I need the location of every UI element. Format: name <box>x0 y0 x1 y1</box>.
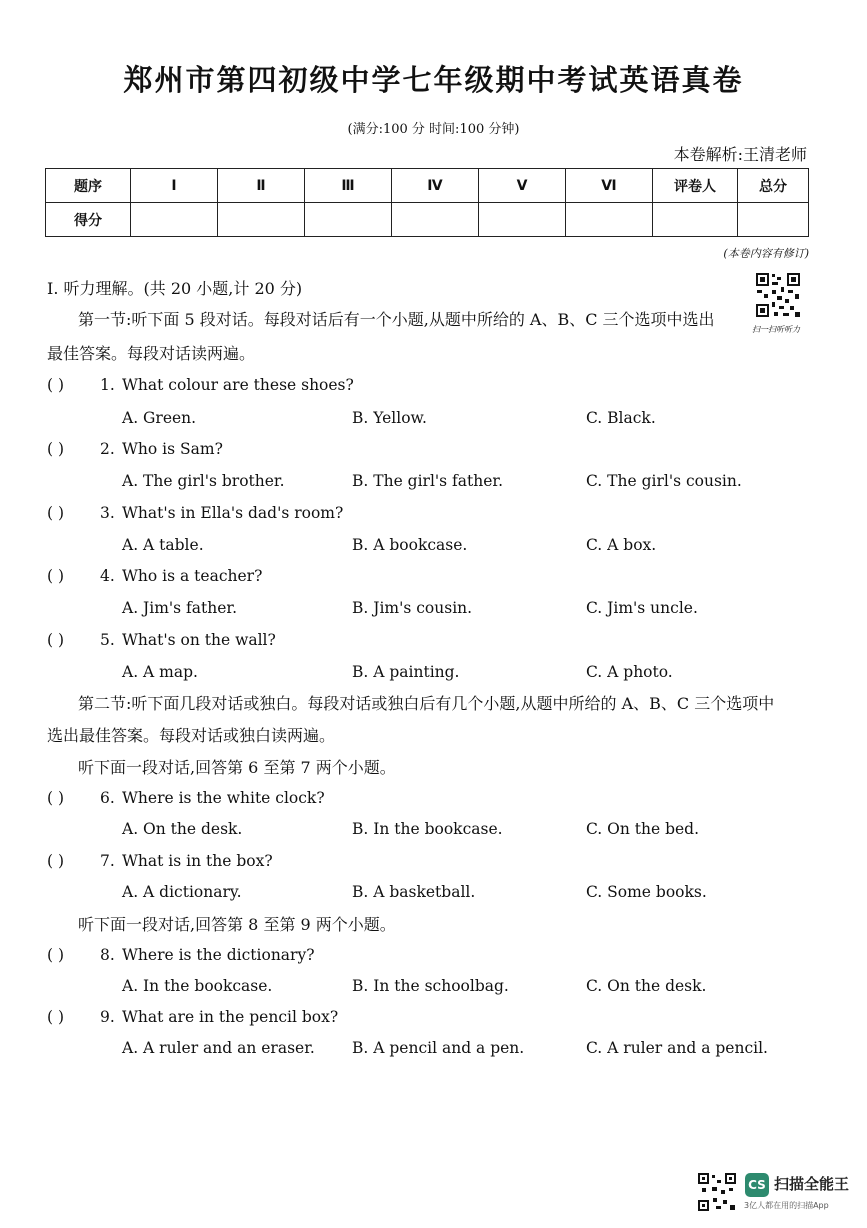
scanner-app-tagline: 3亿人都在用的扫描App <box>744 1201 829 1210</box>
question-text: What's on the wall? <box>122 631 276 649</box>
option-c: C. Some books. <box>586 883 707 901</box>
answer-blank[interactable]: ( ) <box>47 631 65 649</box>
option-a: A. A dictionary. <box>122 883 242 901</box>
question-number: 3. <box>100 504 115 522</box>
question-text: Who is Sam? <box>122 440 223 458</box>
option-b: B. Jim's cousin. <box>352 599 473 617</box>
option-a: A. A ruler and an eraser. <box>122 1039 315 1057</box>
option-a: A. Green. <box>122 409 197 427</box>
answer-blank[interactable]: ( ) <box>47 376 65 394</box>
score-table-cell: 总分 <box>738 169 809 203</box>
answer-blank[interactable]: ( ) <box>47 852 65 870</box>
score-table-cell: Ⅳ <box>392 169 479 203</box>
question-text: What is in the box? <box>122 852 273 870</box>
score-input-cell[interactable] <box>479 203 566 237</box>
qr-caption: 扫一扫听听力 <box>752 325 800 334</box>
score-table-cell: Ⅵ <box>566 169 653 203</box>
score-row-label: 得分 <box>46 203 131 237</box>
question-number: 4. <box>100 567 115 585</box>
option-c: C. A photo. <box>586 663 673 681</box>
score-input-cell[interactable] <box>131 203 218 237</box>
option-c: C. The girl's cousin. <box>586 472 742 490</box>
option-b: B. A pencil and a pen. <box>352 1039 525 1057</box>
answer-blank[interactable]: ( ) <box>47 789 65 807</box>
option-a: A. Jim's father. <box>122 599 238 617</box>
question-text: Where is the white clock? <box>122 789 325 807</box>
option-c: C. Jim's uncle. <box>586 599 698 617</box>
question-text: What colour are these shoes? <box>122 376 354 394</box>
question-number: 8. <box>100 946 115 964</box>
option-b: B. The girl's father. <box>352 472 504 490</box>
qr-code-icon <box>755 272 801 318</box>
option-c: C. Black. <box>586 409 656 427</box>
score-input-cell[interactable] <box>653 203 738 237</box>
option-b: B. Yellow. <box>352 409 427 427</box>
question-number: 1. <box>100 376 115 394</box>
option-c: C. A ruler and a pencil. <box>586 1039 768 1057</box>
question-number: 7. <box>100 852 115 870</box>
score-table-cell: Ⅲ <box>305 169 392 203</box>
option-b: B. A basketball. <box>352 883 476 901</box>
answer-blank[interactable]: ( ) <box>47 567 65 585</box>
part2-instruction-cont: 选出最佳答案。每段对话或独白读两遍。 <box>47 726 336 745</box>
camscanner-logo: CS <box>745 1173 769 1197</box>
part1-instruction: 第一节:听下面 5 段对话。每段对话后有一个小题,从题中所给的 A、B、C 三个选项中选出 <box>78 310 715 329</box>
score-table-header-row <box>46 169 809 203</box>
question-number: 2. <box>100 440 115 458</box>
section-heading: Ⅰ. 听力理解。(共 20 小题,计 20 分) <box>47 279 303 298</box>
option-a: A. A table. <box>122 536 204 554</box>
option-c: C. On the bed. <box>586 820 700 838</box>
option-c: C. On the desk. <box>586 977 707 995</box>
score-table-cell: Ⅱ <box>218 169 305 203</box>
qr-code-icon <box>697 1172 737 1212</box>
option-a: A. On the desk. <box>122 820 243 838</box>
option-b: B. A bookcase. <box>352 536 468 554</box>
scanner-app-name: 扫描全能王 <box>774 1175 850 1193</box>
option-a: A. In the bookcase. <box>122 977 273 995</box>
option-b: B. A painting. <box>352 663 460 681</box>
score-table-score-row <box>46 203 809 237</box>
score-table-cell: Ⅴ <box>479 169 566 203</box>
analyst-credit: 本卷解析:王清老师 <box>673 145 807 164</box>
question-number: 9. <box>100 1008 115 1026</box>
score-table <box>45 168 809 237</box>
score-table-cell: Ⅰ <box>131 169 218 203</box>
page-title: 郑州市第四初级中学七年级期中考试英语真卷 <box>123 63 744 97</box>
revision-note: (本卷内容有修订) <box>723 247 809 260</box>
option-b: B. In the bookcase. <box>352 820 503 838</box>
option-a: A. A map. <box>122 663 198 681</box>
answer-blank[interactable]: ( ) <box>47 440 65 458</box>
score-input-cell[interactable] <box>218 203 305 237</box>
score-table-cell: 题序 <box>46 169 131 203</box>
option-a: A. The girl's brother. <box>122 472 285 490</box>
score-input-cell[interactable] <box>738 203 809 237</box>
part2-instruction: 第二节:听下面几段对话或独白。每段对话或独白后有几个小题,从题中所给的 A、B、C 三个选项中 <box>78 694 775 713</box>
question-text: What are in the pencil box? <box>122 1008 339 1026</box>
dialog-instruction: 听下面一段对话,回答第 6 至第 7 两个小题。 <box>78 758 396 777</box>
question-number: 6. <box>100 789 115 807</box>
exam-info: (满分:100 分 时间:100 分钟) <box>347 122 520 137</box>
score-input-cell[interactable] <box>566 203 653 237</box>
option-b: B. In the schoolbag. <box>352 977 509 995</box>
question-text: Who is a teacher? <box>122 567 263 585</box>
answer-blank[interactable]: ( ) <box>47 1008 65 1026</box>
option-c: C. A box. <box>586 536 657 554</box>
part1-instruction-cont: 最佳答案。每段对话读两遍。 <box>47 344 256 363</box>
question-text: Where is the dictionary? <box>122 946 315 964</box>
score-input-cell[interactable] <box>392 203 479 237</box>
score-input-cell[interactable] <box>305 203 392 237</box>
dialog-instruction: 听下面一段对话,回答第 8 至第 9 两个小题。 <box>78 915 396 934</box>
question-number: 5. <box>100 631 115 649</box>
answer-blank[interactable]: ( ) <box>47 946 65 964</box>
score-table-cell: 评卷人 <box>653 169 738 203</box>
answer-blank[interactable]: ( ) <box>47 504 65 522</box>
question-text: What's in Ella's dad's room? <box>122 504 344 522</box>
